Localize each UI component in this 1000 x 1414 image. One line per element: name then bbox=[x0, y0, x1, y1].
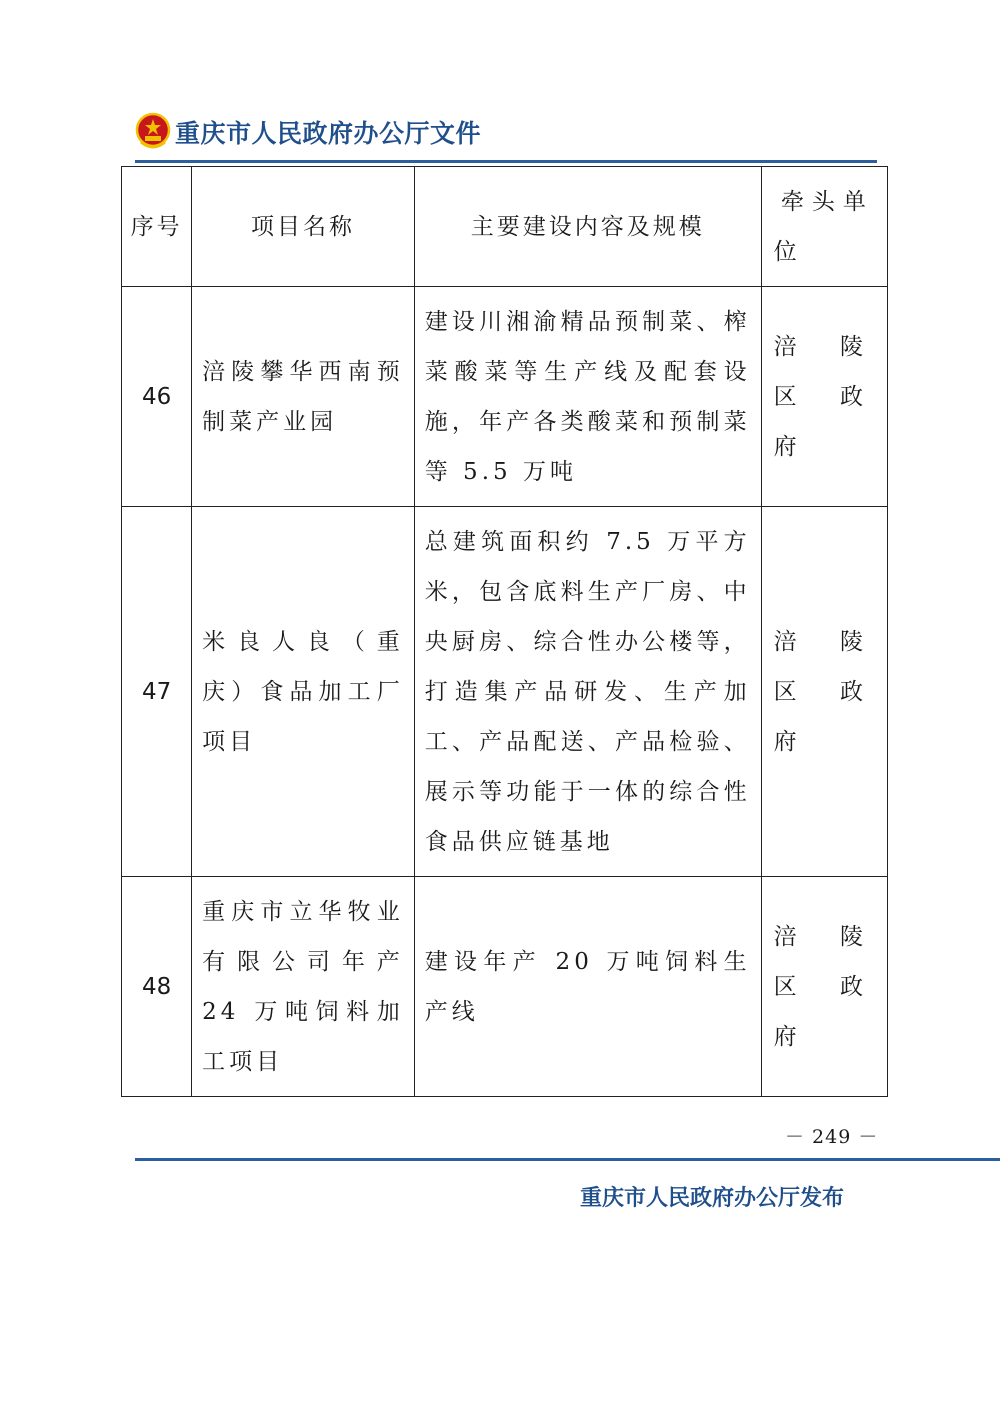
row-number: 47 bbox=[122, 507, 192, 877]
column-header-content: 主要建设内容及规模 bbox=[414, 167, 761, 287]
column-header-number: 序号 bbox=[122, 167, 192, 287]
header-title: 重庆市人民政府办公厅文件 bbox=[175, 119, 482, 148]
column-header-name: 项目名称 bbox=[192, 167, 415, 287]
national-emblem-icon bbox=[135, 112, 171, 152]
table-row bbox=[122, 287, 888, 507]
row-content: 建设年产 20 万吨饲料生产线 bbox=[414, 877, 761, 1097]
row-lead-unit: 涪陵区政府 bbox=[761, 287, 887, 507]
row-lead-unit: 涪陵区政府 bbox=[761, 507, 887, 877]
row-lead-unit: 涪陵区政府 bbox=[761, 877, 887, 1097]
publisher-footer: 重庆市人民政府办公厅发布 bbox=[580, 1185, 845, 1211]
page-number: － 249 － bbox=[785, 1126, 879, 1148]
column-header-unit: 牵头单位 bbox=[761, 167, 887, 287]
header-divider bbox=[135, 160, 877, 163]
row-project-name: 重庆市立华牧业有限公司年产 24 万吨饲料加工项目 bbox=[192, 877, 415, 1097]
row-content: 建设川湘渝精品预制菜、榨菜酸菜等生产线及配套设施，年产各类酸菜和预制菜等 5.5 万吨 bbox=[414, 287, 761, 507]
footer-divider bbox=[135, 1158, 1000, 1161]
table-header-row bbox=[122, 167, 888, 287]
table-row bbox=[122, 877, 888, 1097]
row-project-name: 米良人良（重庆）食品加工厂项目 bbox=[192, 507, 415, 877]
row-content: 总建筑面积约 7.5 万平方米，包含底料生产厂房、中央厨房、综合性办公楼等，打造集产品研发、生产加工、产品配送、产品检验、展示等功能于一体的综合性食品供应链基地 bbox=[414, 507, 761, 877]
row-number: 46 bbox=[122, 287, 192, 507]
project-table bbox=[121, 166, 888, 1097]
row-number: 48 bbox=[122, 877, 192, 1097]
document-header bbox=[135, 108, 895, 158]
row-project-name: 涪陵攀华西南预制菜产业园 bbox=[192, 287, 415, 507]
table-row bbox=[122, 507, 888, 877]
